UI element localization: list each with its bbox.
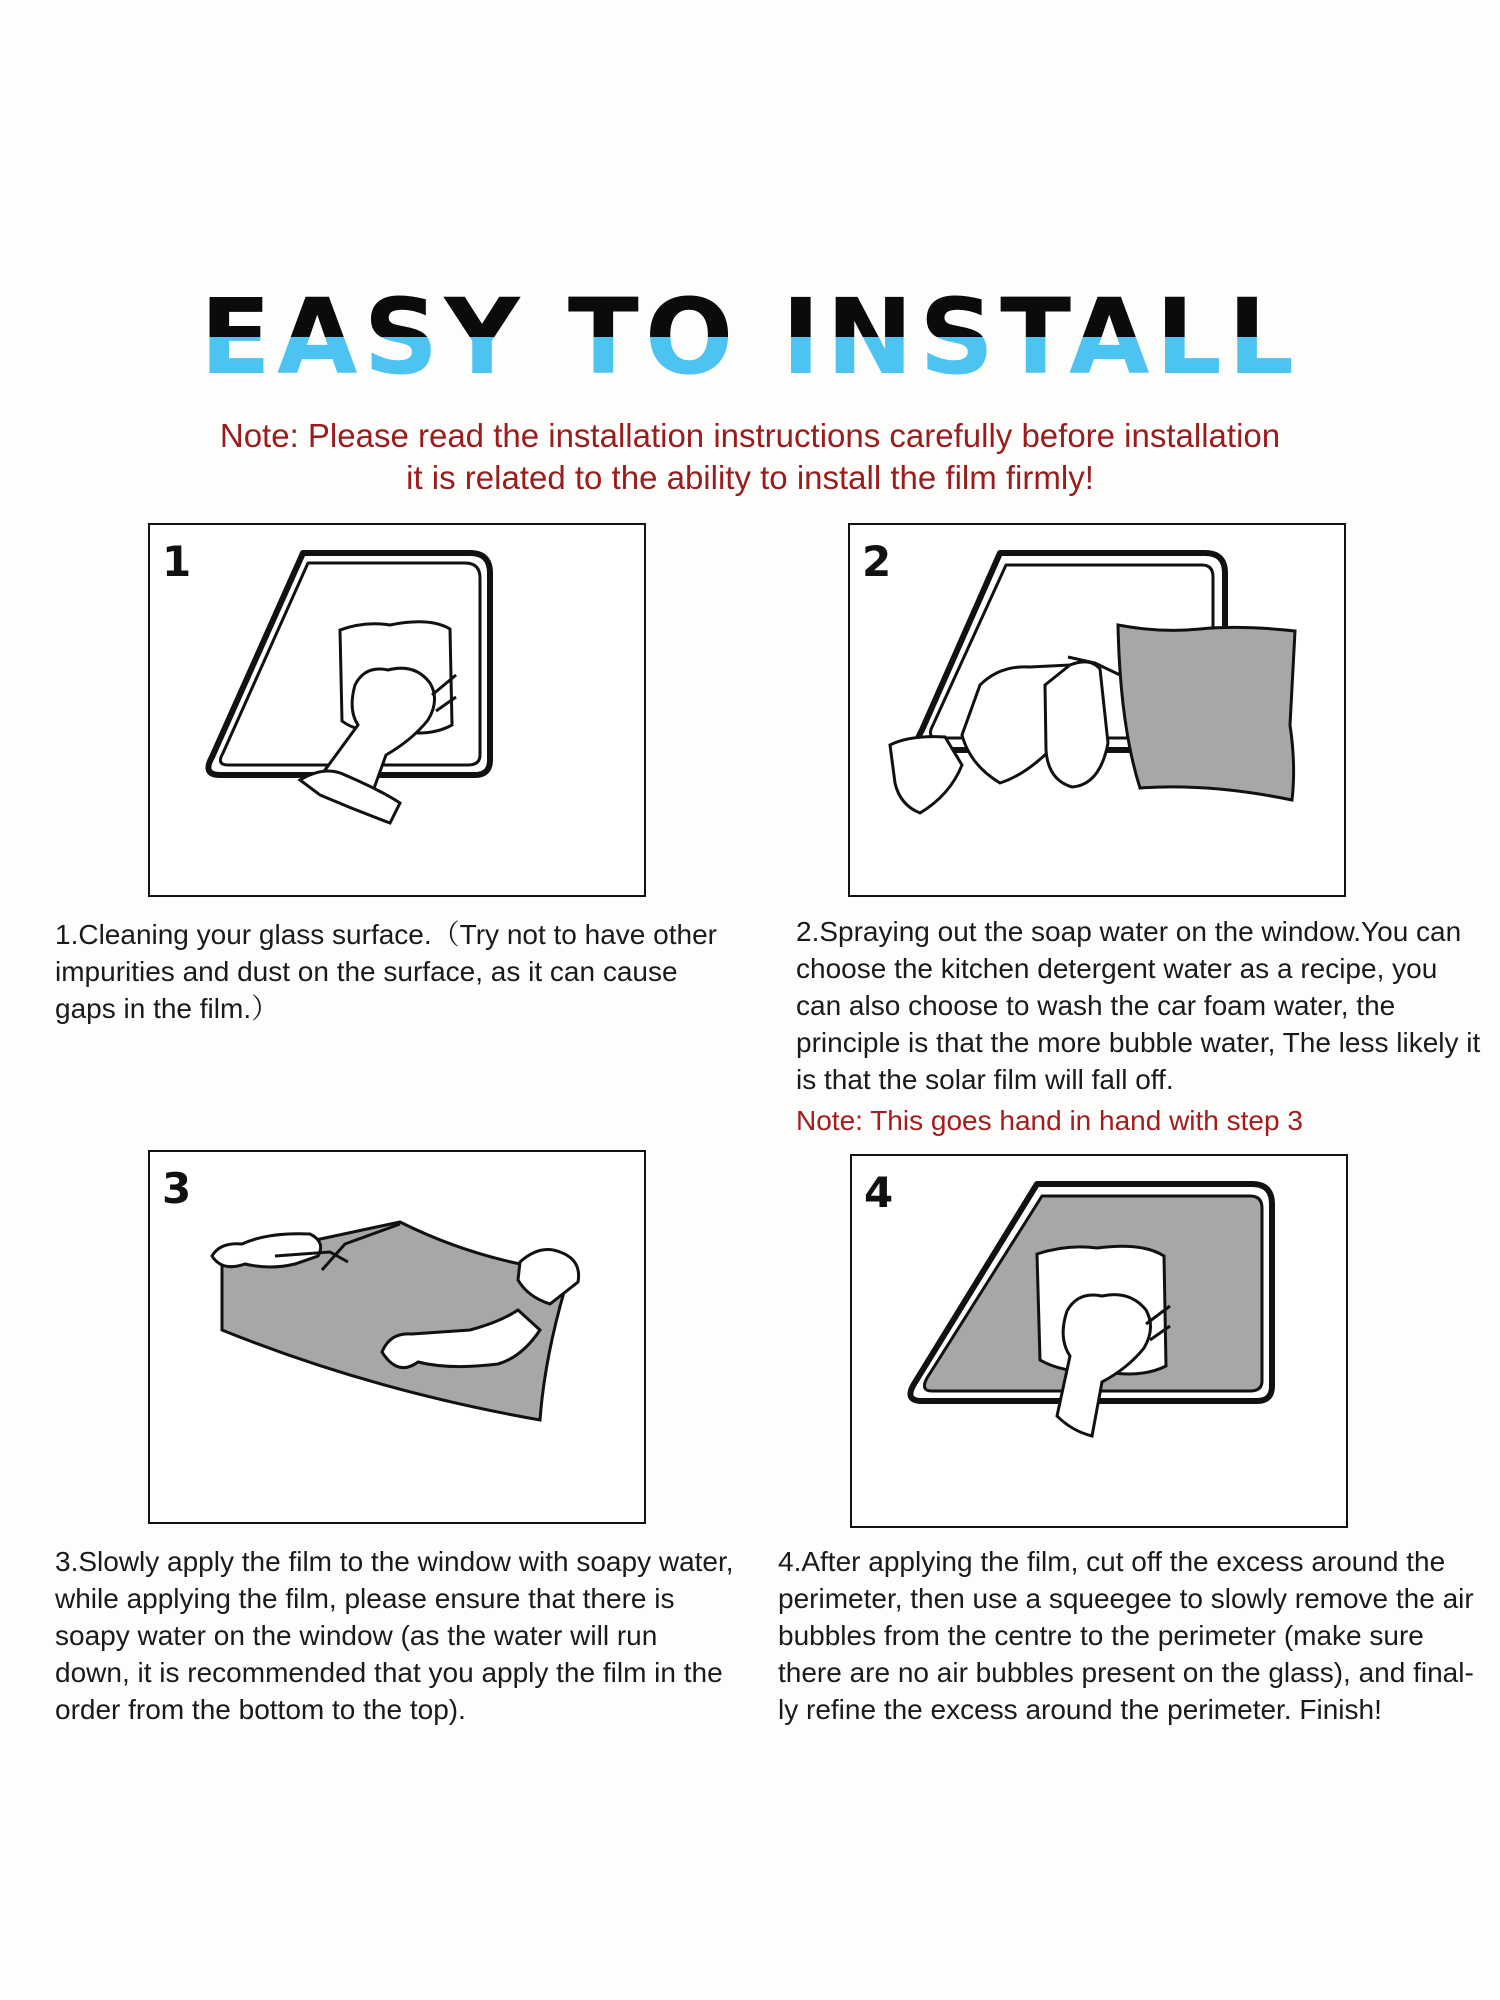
window-cleaning-icon [150, 525, 648, 899]
step-2-illustration [848, 523, 1346, 897]
step-4-description [778, 1543, 1490, 1728]
title-text: EASY TO INSTALL [199, 285, 1301, 385]
install-note [0, 415, 1500, 499]
step-1-illustration [148, 523, 646, 897]
step-2-number: 2 [862, 537, 892, 586]
step-2-text: 2.Spraying out the soap water on the window.You can choose the kitchen detergent water as a recipe, you can also choose to wash the car foam water, the principle is that the more bubble water, The less likely it is that the solar film will fall off. [796, 916, 1481, 1095]
note-line-2: it is related to the ability to install the film firmly! [406, 459, 1094, 496]
apply-film-icon [150, 1152, 648, 1526]
step-3-number: 3 [162, 1164, 192, 1213]
note-line-1: Note: Please read the installation instructions carefully before installation [219, 417, 1281, 454]
step-4-text: 4.After applying the film, cut off the excess around the perimeter, then use a squeegee to slowly remove the air bubbles from the centre to the perimeter (make sure there are no air bubbles present on the glass), and final-ly refine the excess around the perimeter. Finish! [778, 1546, 1474, 1725]
squeegee-icon [852, 1156, 1350, 1530]
spray-bottle-icon [850, 525, 1348, 899]
step-3-illustration [148, 1150, 646, 1524]
step-3-description [55, 1543, 735, 1728]
step-4-illustration [850, 1154, 1348, 1528]
step-3-text: 3.Slowly apply the film to the window with soapy water, while applying the film, please ensure that there is soapy water on the window (as the water will run down, it is recommended that you apply the film in the order from the bottom to the top). [55, 1546, 734, 1725]
step-2-description [796, 913, 1486, 1139]
step-4-number: 4 [864, 1168, 894, 1217]
step-1-number: 1 [162, 537, 192, 586]
step-1-description [55, 916, 735, 1027]
page-title [0, 285, 1500, 385]
step-1-text: 1.Cleaning your glass surface.（Try not to have other impurities and dust on the surface, as it can cause gaps in the film.） [55, 919, 717, 1024]
step-2-note: Note: This goes hand in hand with step 3 [796, 1105, 1303, 1136]
